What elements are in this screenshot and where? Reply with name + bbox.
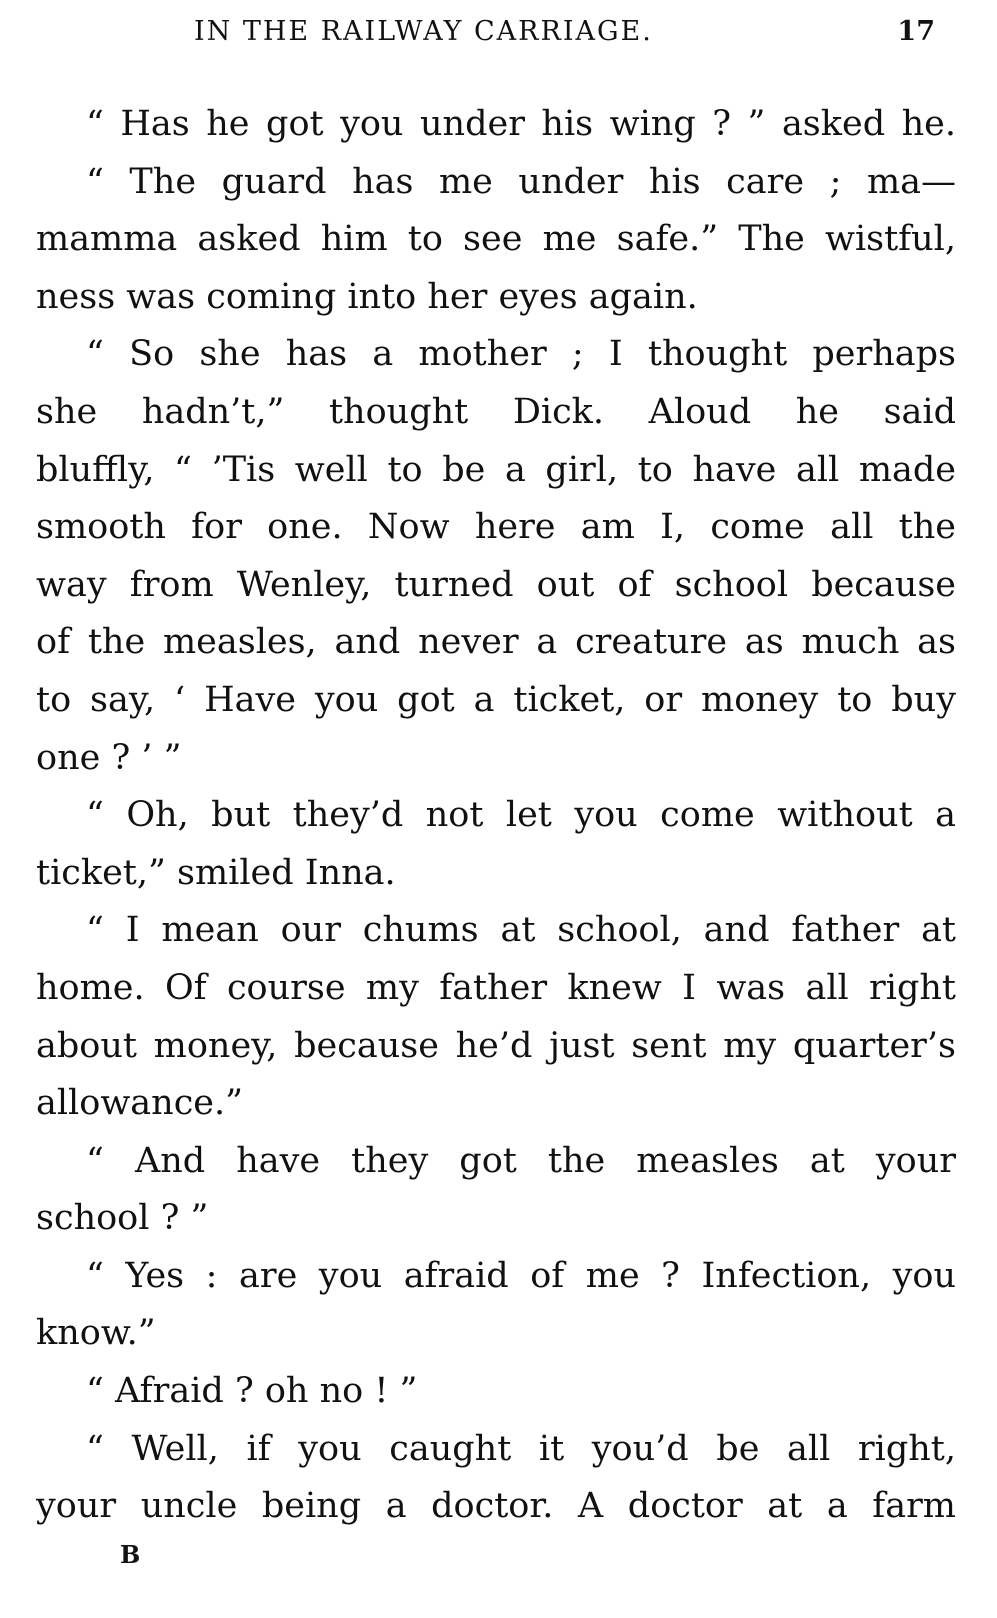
text-line: “ Oh, but they’d not let you come without a <box>86 795 956 836</box>
text-line: smooth for one. Now here am I, come all the <box>36 507 956 548</box>
text-line: about money, because he’d just sent my quarter’s <box>36 1025 956 1066</box>
page-number: 17 <box>897 16 935 47</box>
text-line: allowance.” <box>36 1083 244 1124</box>
signature-mark: B <box>120 1540 141 1569</box>
page-header <box>0 16 997 56</box>
text-line: know.” <box>36 1313 156 1354</box>
text-line: she hadn’t,” thought Dick. Aloud he said <box>36 391 956 432</box>
text-line: “ Well, if you caught it you’d be all right, <box>86 1428 956 1469</box>
text-line: ticket,” smiled Inna. <box>36 852 396 893</box>
text-line: your uncle being a doctor. A doctor at a farm <box>36 1486 956 1527</box>
text-line: one ? ’ ” <box>36 737 182 778</box>
running-title: IN THE RAILWAY CARRIAGE. <box>194 16 653 47</box>
text-line: “ So she has a mother ; I thought perhaps <box>86 334 956 375</box>
text-line: ness was coming into her eyes again. <box>36 276 698 317</box>
text-line: “ Afraid ? oh no ! ” <box>86 1371 418 1412</box>
text-line: “ I mean our chums at school, and father at <box>86 910 956 951</box>
text-line: of the measles, and never a creature as much as <box>36 622 956 663</box>
text-line: to say, ‘ Have you got a ticket, or money to buy <box>36 679 956 720</box>
text-line: “ Has he got you under his wing ? ” asked he. <box>86 104 956 144</box>
body-text <box>36 96 956 1536</box>
text-line: home. Of course my father knew I was all right <box>36 967 956 1008</box>
text-line: bluffly, “ ’Tis well to be a girl, to have all made <box>36 449 956 490</box>
text-line: way from Wenley, turned out of school because <box>36 564 956 605</box>
text-line: mamma asked him to see me safe.” The wistful, <box>36 219 956 260</box>
text-line: “ Yes : are you afraid of me ? Infection, you <box>86 1255 956 1296</box>
text-line: “ And have they got the measles at your <box>86 1140 956 1181</box>
text-line: school ? ” <box>36 1198 209 1239</box>
text-line: “ The guard has me under his care ; ma— <box>86 161 956 202</box>
